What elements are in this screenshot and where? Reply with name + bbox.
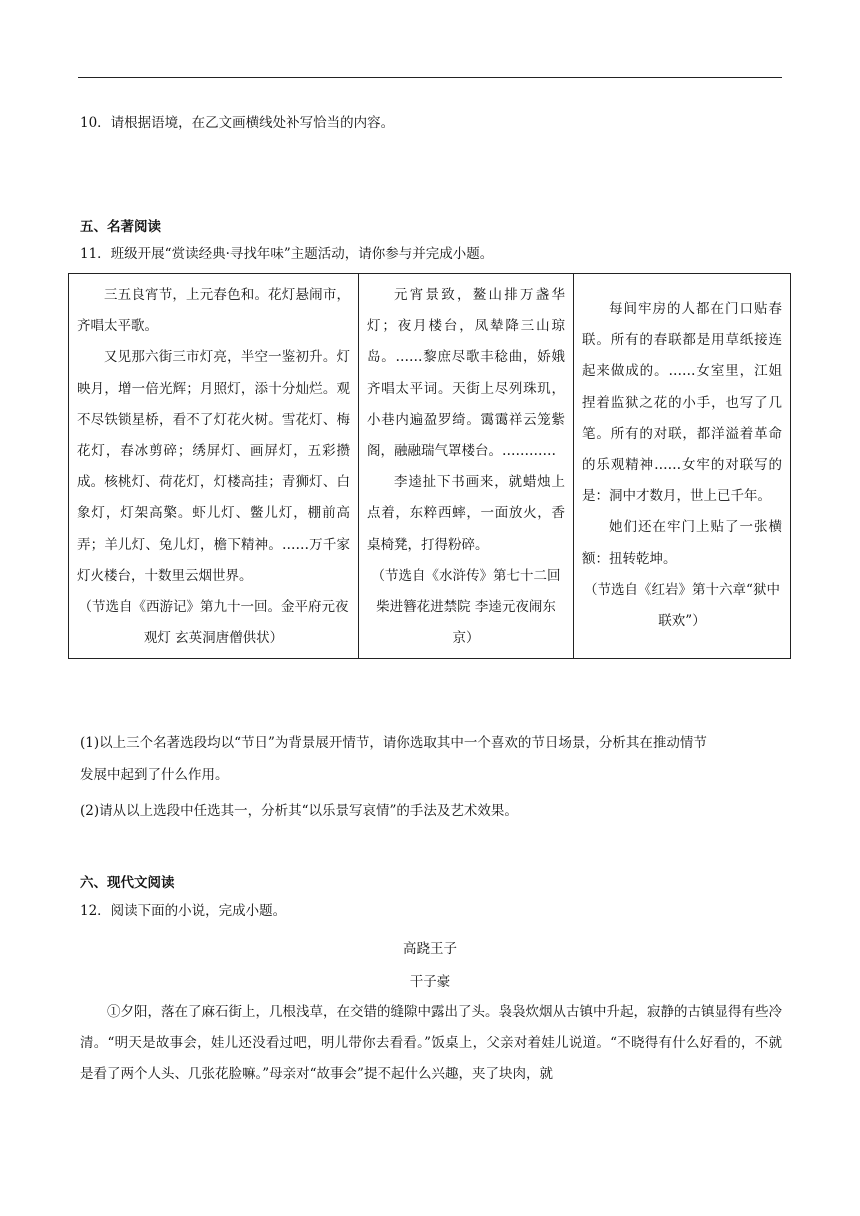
- question-11: 11．班级开展“赏读经典·寻找年味”主题活动，请你参与并完成小题。: [80, 246, 494, 262]
- excerpt-source: （节选自《红岩》第十六章“狱中联欢”）: [584, 581, 780, 629]
- subquestion-1-line-2: 发展中起到了什么作用。: [80, 767, 229, 783]
- excerpt-source: （节选自《水浒传》第七十二回 柴进簪花进禁院 李逵元夜闹东京）: [371, 567, 561, 646]
- story-paragraph-1: ①夕阳，落在了麻石街上，几根浅草，在交错的缝隙中露出了头。袅袅炊烟从古镇中升起，寂静的古镇显得有些冷清。“明天是故事会，娃儿还没看过吧，明儿带你去看看。”饭桌上，父亲对着娃儿说道。“不晓得有什么好看的，不就是看了两个人头、几张花脸嘛。”母亲对“故事会”提不起什么兴趣，夹了块肉，就: [80, 1004, 782, 1082]
- excerpt-paragraph: 李逵扯下书画来，就蜡烛上点着，东粹西蟀，一面放火，香桌椅凳，打得粉碎。: [367, 474, 565, 553]
- excerpt-paragraph: 元宵景致，鳌山排万盏华灯；夜月楼台，凤辇降三山琼岛。……黎庶尽歌丰稔曲，娇娥齐唱太平词。天街上尽列珠玑，小巷内遍盈罗绮。霭霭祥云笼紫阁，融融瑞气罩楼台。…………: [367, 287, 565, 460]
- section-5-heading: 五、名著阅读: [80, 219, 161, 235]
- excerpt-shuihu: [359, 274, 574, 659]
- excerpt-source: （节选自《西游记》第九十一回。金平府元夜观灯 玄英洞唐僧供状）: [78, 599, 349, 647]
- question-12: 12．阅读下面的小说，完成小题。: [80, 903, 287, 919]
- question-10: 10．请根据语境，在乙文画横线处补写恰当的内容。: [80, 115, 395, 131]
- classics-excerpt-table: [68, 273, 791, 659]
- section-6-heading: 六、现代文阅读: [80, 875, 175, 891]
- excerpt-hongyan: [574, 274, 791, 659]
- subquestion-1-line-1: (1)以上三个名著选段均以“节日”为背景展开情节，请你选取其中一个喜欢的节日场景，分析其在推动情节: [80, 735, 707, 751]
- story-title: 高跷王子: [403, 941, 457, 957]
- excerpt-paragraph: 她们还在牢门上贴了一张横额：扭转乾坤。: [582, 519, 782, 567]
- excerpt-paragraph: 三五良宵节，上元春色和。花灯悬闹市，齐唱太平歌。: [77, 287, 350, 335]
- excerpt-paragraph: 又见那六街三市灯亮，半空一鉴初升。灯映月，增一倍光辉；月照灯，添十分灿烂。观不尽铁锁星桥，看不了灯花火树。雪花灯、梅花灯，春冰剪碎；绣屏灯、画屏灯，五彩攒成。核桃灯、荷花灯，灯楼高挂；青狮灯、白象灯，灯架高檠。虾儿灯、鳖儿灯，棚前高弄；羊儿灯、兔儿灯，檐下精神。……万千家灯火楼台，十数里云烟世界。: [77, 349, 350, 584]
- subquestion-2: (2)请从以上选段中任选其一，分析其“以乐景写哀情”的手法及艺术效果。: [80, 803, 518, 819]
- excerpt-paragraph: 每间牢房的人都在门口贴春联。所有的春联都是用草纸接连起来做成的。……女室里，江姐捏着监狱之花的小手，也写了几笔。所有的对联，都洋溢着革命的乐观精神……女牢的对联写的是：洞中才数月，世上已千年。: [582, 301, 782, 505]
- excerpt-xiyouji: [69, 274, 359, 659]
- story-author: 干子豪: [409, 974, 451, 990]
- header-rule: [78, 77, 782, 78]
